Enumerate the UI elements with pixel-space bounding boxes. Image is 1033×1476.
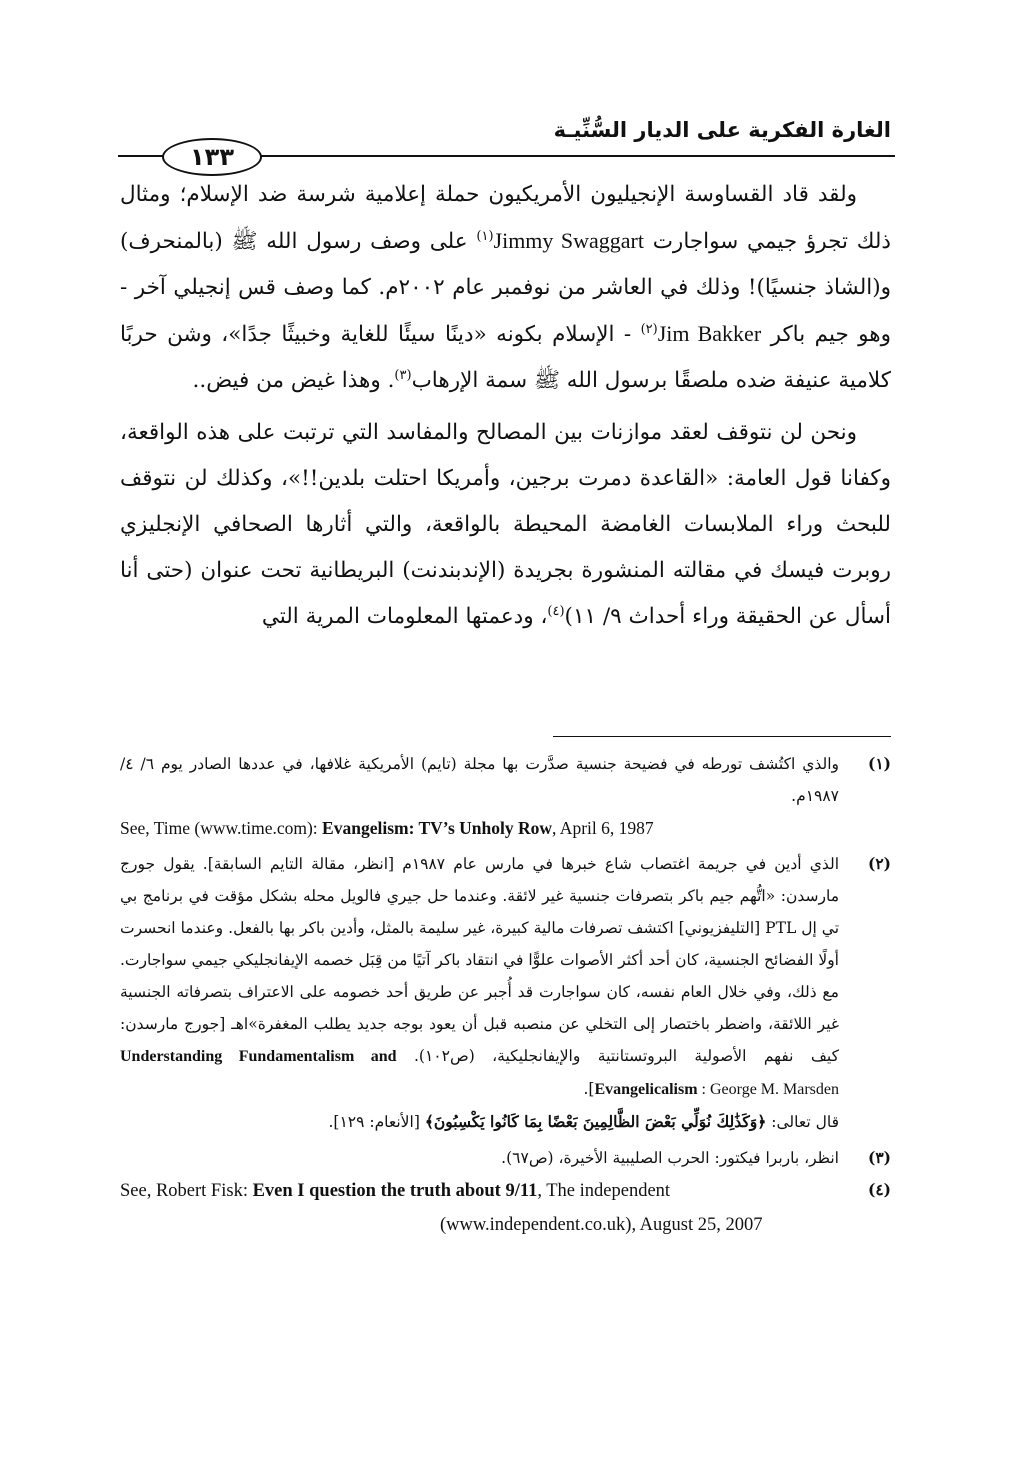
p2-text-2: ، ودعمتها المعلومات المرية التي [261, 604, 548, 629]
footnote-3-text: انظر، باربرا فيكتور: الحرب الصليبية الأخيرة، (ص٦٧). [501, 1149, 839, 1167]
footnote-4 [120, 1174, 891, 1242]
footnotes [120, 748, 891, 1242]
footnote-2-body [120, 848, 839, 1106]
p1-text-2: على وصف رسول الله ﷺ (بالمنحرف) و(الشاذ جنسيًا)! وذلك في العاشر من نوفمبر عام ٢٠٠٢م. كما وصف قس إنجيلي آخر - وهو جيم باكر [120, 229, 892, 347]
footnote-ref-3: (٣) [394, 367, 412, 383]
footnote-ref-4: (٤) [547, 603, 565, 619]
footnote-1-ref-title: Evangelism: TV’s Unholy Row [322, 818, 553, 838]
p1-text-3: - الإسلام بكونه «دينًا سيئًا للغاية وخبيثًا جدًا»، وشن حربًا كلامية عنيفة ضده ملصقًا برسول الله ﷺ سمة الإرهاب [120, 322, 891, 393]
p1-text-4: . وهذا غيض من فيض.. [192, 368, 395, 393]
footnote-3-number: (٣) [867, 1148, 891, 1167]
footnote-4-ref-prefix: See, Robert Fisk: [120, 1181, 253, 1201]
footnote-2-quran-verse: ﴿وَكَذَٰلِكَ نُوَلِّي بَعْضَ الظَّالِمِينَ بَعْضًا بِمَا كَانُوا يَكْسِبُونَ﴾ [424, 1112, 767, 1131]
footnote-ref-1: (١) [476, 228, 494, 244]
footnote-2-number: (٢) [867, 854, 891, 873]
footnote-1-text: والذي اكتُشف تورطه في فضيحة جنسية صدَّرت بها مجلة (تايم) الأمريكية غلافها، في عددها الصادر يوم ٦/ ٤/ ١٩٨٧م. [120, 755, 839, 805]
footnote-2-text: الذي أدين في جريمة اغتصاب شاع خبرها في مارس عام ١٩٨٧م [انظر، مقالة التايم السابقة]. يقول جورج مارسدن: «اتُّهم جيم باكر بتصرفات جنسية غير لائقة. وعندما حل جيري فالويل محله بشكل مؤقت في برنامج بي تي إل PTL [التليفزيوني] اكتشف تصرفات مالية كبيرة، غير سليمة بالمثل، وأدين باكر بها بالفعل. وعندما انحسرت أولًا الفضائح الجنسية، كان أحد أكثر الأصوات علوًّا في انتقاد باكر آتيًا من قِبَل خصمه الإيفانجليكي جيمي سواجارت. مع ذلك، وفي خلال العام نفسه، كان سواجارت قد أُجبر عن طريق أحد خصومه على الاعتراف بتصرفاته الجنسية غير اللائقة، واضطر باختصار إلى التخلي عن منصبه قبل أن يعود بوجه جديد يطلب المغفرة»اهـ [جورج مارسدن: كيف نفهم الأصولية البروتستانتية والإيفانجليكية، (ص١٠٢). [120, 855, 840, 1065]
p1-latin-name-2: Jim Bakker [657, 321, 762, 346]
main-text [120, 172, 891, 640]
footnote-2-ref-title: Understanding Fundamentalism and Evangelicalism [120, 1048, 698, 1098]
footnote-4-ref-source: , The independent [537, 1181, 671, 1201]
footnote-2 [120, 848, 891, 1138]
footnote-2-quran-ref: [الأنعام: ١٢٩]. [328, 1113, 425, 1131]
footnote-4-ref-title: Even I question the truth about 9/11 [252, 1181, 538, 1201]
footnote-2-quran-line [120, 1106, 839, 1138]
footnote-1-ref-date: , April 6, 1987 [552, 818, 654, 838]
footnote-1-number: (١) [867, 754, 891, 773]
paragraph-2 [120, 410, 891, 640]
p2-text-1: ونحن لن نتوقف لعقد موازنات بين المصالح والمفاسد التي ترتبت على هذه الواقعة، وكفانا قول العامة: «القاعدة دمرت برجين، وأمريكا احتلت بلدين!!»، وكذلك لن نتوقف للبحث وراء الملابسات الغامضة المحيطة بالواقعة، والتي أثارها الصحافي الإنجليزي روبرت فيسك في مقالته المنشورة بجريدة (الإندبندنت) البريطانية تحت عنوان (حتى أنا أسأل عن الحقيقة وراء أحداث ٩/ ١١) [120, 420, 891, 629]
footnote-1-ref-prefix: See, Time (www.time.com): [120, 818, 323, 838]
footnote-3 [120, 1142, 891, 1174]
p1-text-1: ولقد قاد القساوسة الإنجيليون الأمريكيون حملة إعلامية شرسة ضد الإسلام؛ ومثال ذلك تجرؤ جيمي سواجارت [120, 182, 891, 254]
footnote-separator [553, 736, 891, 737]
footnote-4-line-1 [120, 1174, 839, 1208]
footnote-4-number: (٤) [867, 1180, 891, 1199]
footnote-ref-2: (٢) [640, 321, 658, 337]
p1-latin-name-1: Jimmy Swaggart [493, 228, 644, 253]
footnote-2-quran-intro: قال تعالى: [766, 1113, 839, 1131]
footnote-2-ref-close: ]. [583, 1080, 595, 1098]
footnote-2-ref-author: : George M. Marsden [697, 1081, 839, 1098]
footnote-4-line-2: (www.independent.co.uk), August 25, 2007 [440, 1215, 763, 1235]
page-number-badge: ١٣٣ [162, 138, 262, 176]
running-title: الغارة الفكرية على الديار السُّنِّيـة [553, 118, 891, 142]
footnote-1-reference [120, 812, 839, 844]
paragraph-1 [120, 172, 891, 404]
footnote-1 [120, 748, 891, 844]
